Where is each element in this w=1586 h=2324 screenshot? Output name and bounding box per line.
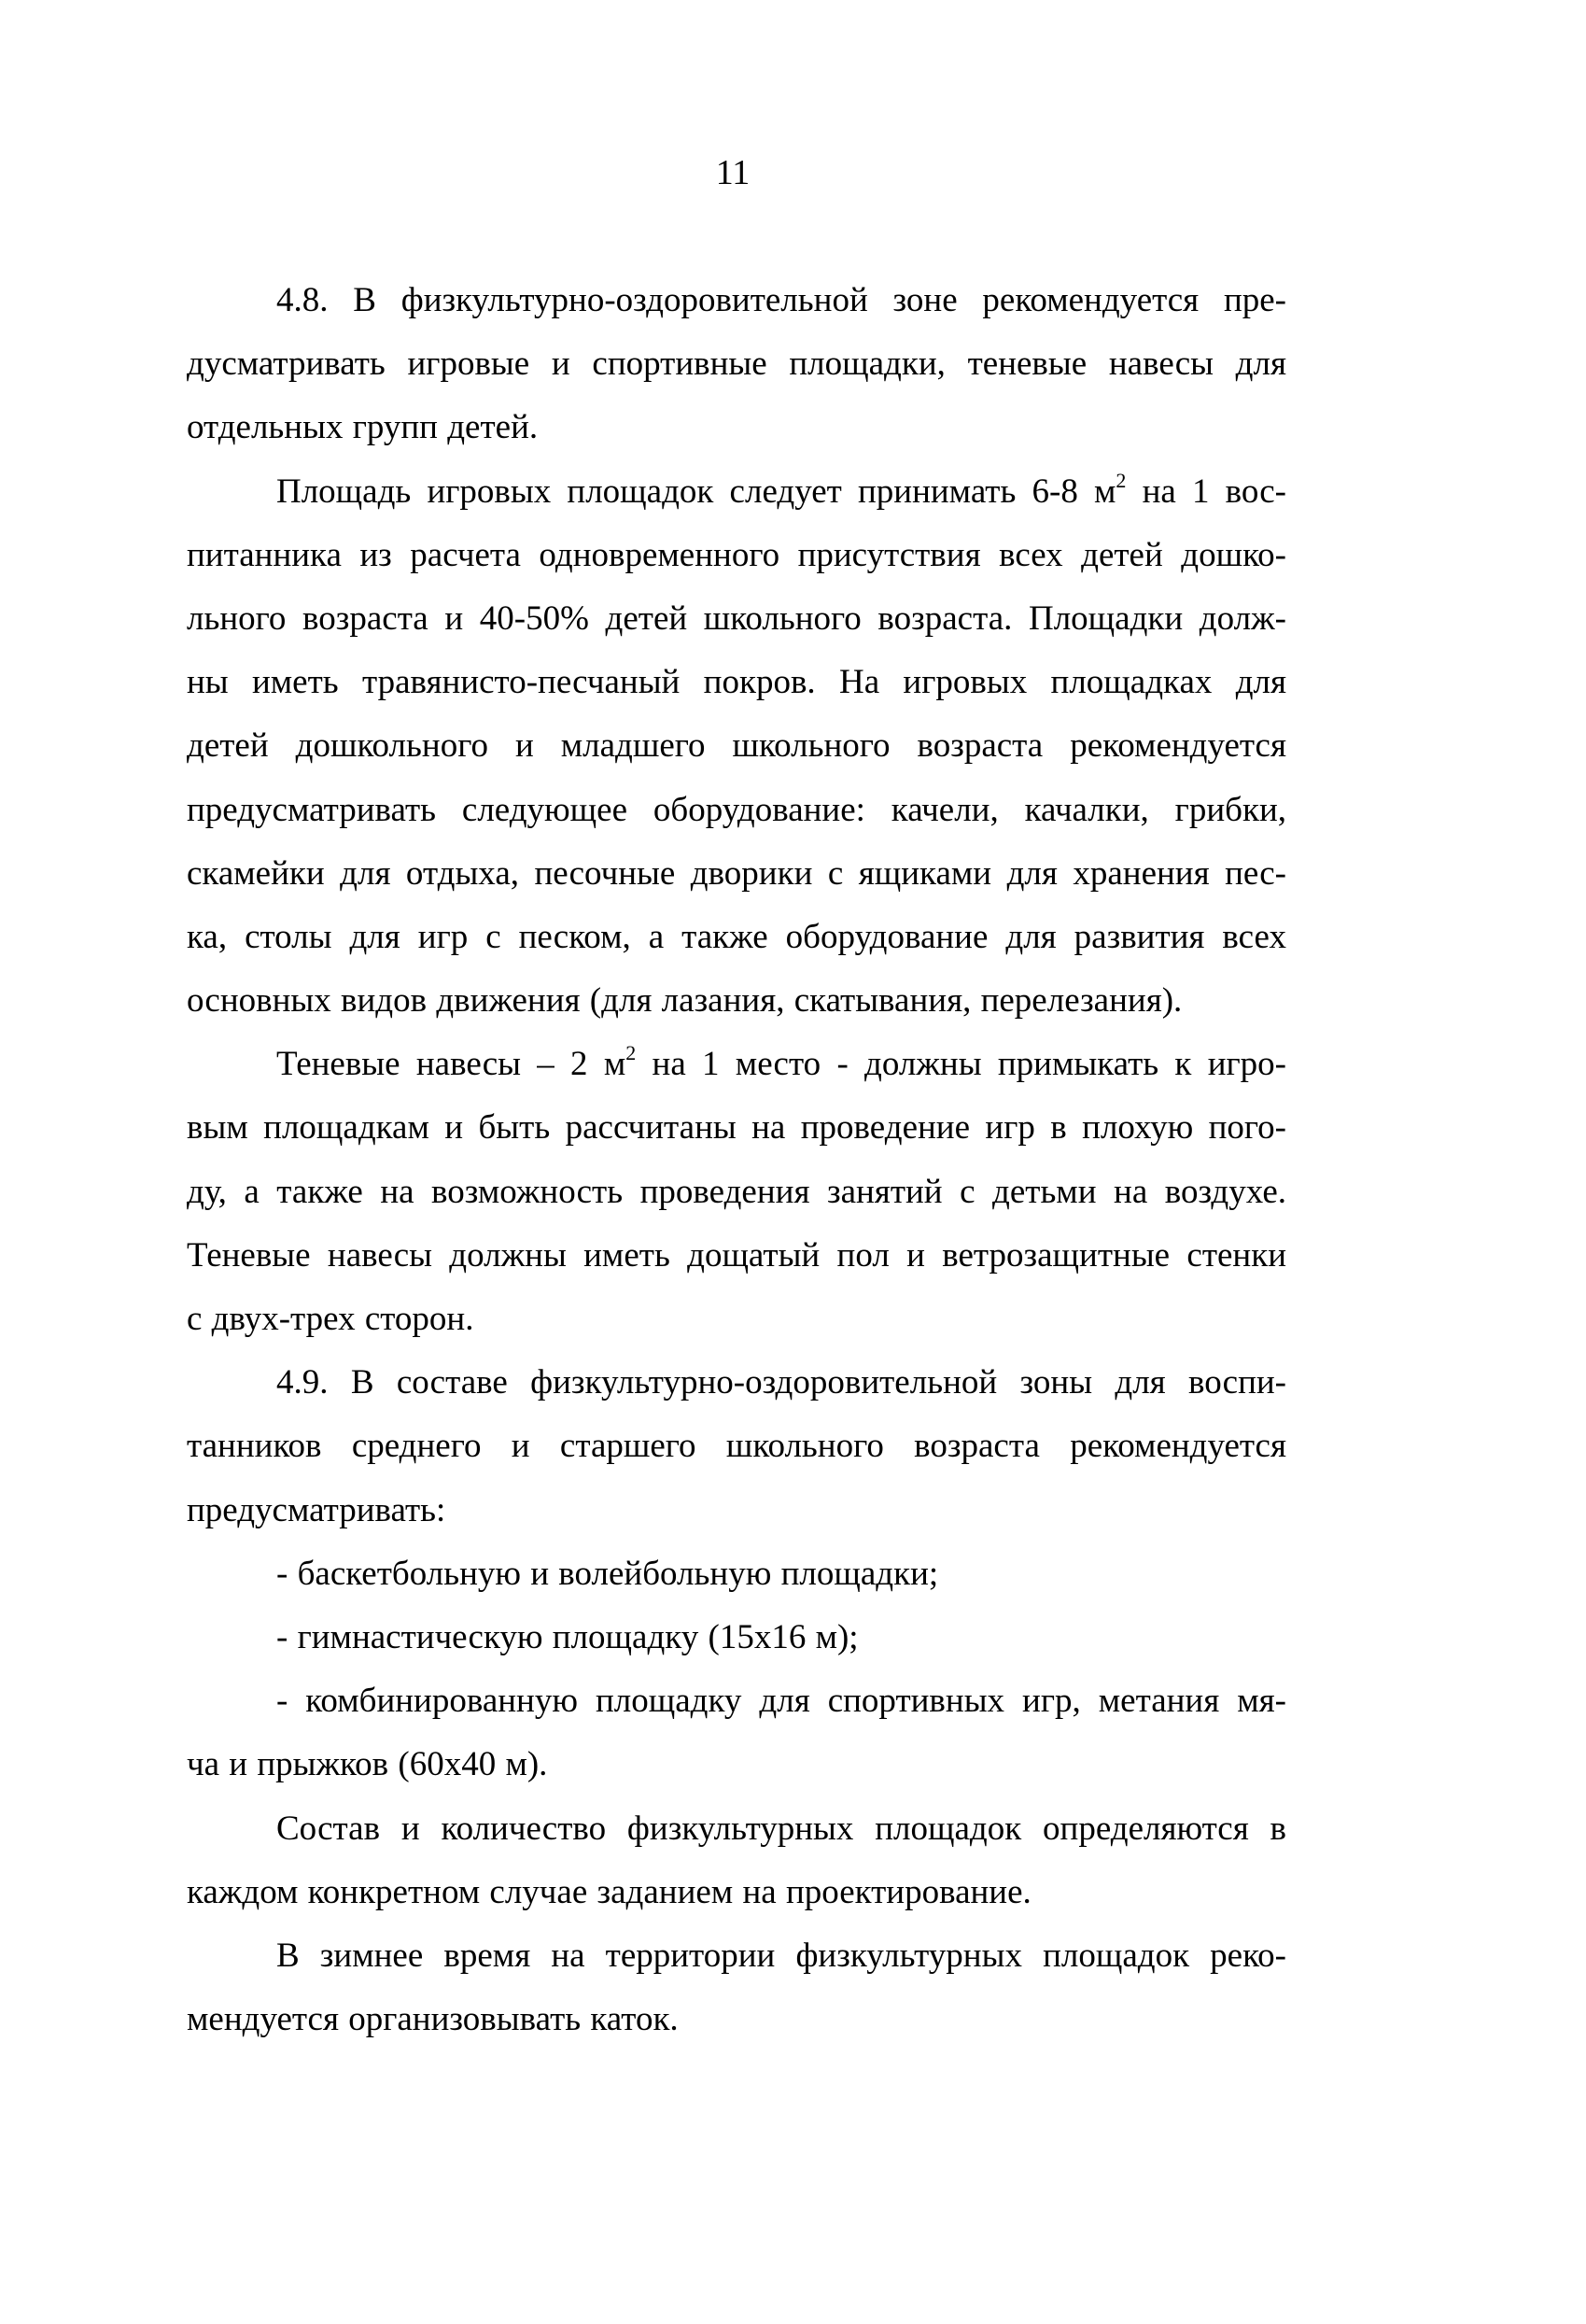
text-line: льного возраста и 40-50% детей школьного возраста. Площадки долж-	[187, 599, 1286, 638]
text-line: 4.9. В составе физкультурно-оздоровительной зоны для воспи-	[276, 1363, 1286, 1402]
text-line: скамейки для отдыха, песочные дворики с ящиками для хранения пес-	[187, 853, 1286, 893]
text-line	[187, 1033, 1286, 1096]
text-line	[187, 460, 1286, 524]
text-fragment: на 1 вос-	[1126, 472, 1286, 511]
text-line: ду, а также на возможность проведения занятий с детьми на воздухе.	[187, 1172, 1286, 1211]
text-line: танников среднего и старшего школьного возраста рекомендуется	[187, 1427, 1286, 1466]
text-fragment: на 1 место - должны примыкать к игро-	[636, 1045, 1286, 1084]
text-line: В зимнее время на территории физкультурных площадок реко-	[276, 1936, 1286, 1975]
body-text	[187, 269, 1286, 2051]
text-line: дусматривать игровые и спортивные площадки, теневые навесы для	[187, 345, 1286, 384]
text-line: вым площадкам и быть рассчитаны на проведение игр в плохую пого-	[187, 1108, 1286, 1148]
page-number: 11	[715, 153, 751, 192]
text-line: питанника из расчета одновременного присутствия всех детей дошко-	[187, 535, 1286, 574]
text-fragment: Теневые навесы – 2 м	[276, 1045, 626, 1084]
text-line: Состав и количество физкультурных площадок определяются в	[276, 1809, 1286, 1848]
text-line: отдельных групп детей.	[187, 408, 539, 447]
list-item: - комбинированную площадку для спортивных игр, метания мя-	[276, 1682, 1286, 1721]
text-line: ка, столы для игр с песком, а также оборудование для развития всех	[187, 917, 1286, 956]
text-fragment: Площадь игровых площадок следует принимать 6-8 м	[276, 472, 1116, 511]
text-line: основных видов движения (для лазания, скатывания, перелезания).	[187, 981, 1183, 1021]
list-item: - гимнастическую площадку (15х16 м);	[276, 1617, 859, 1656]
list-item: - баскетбольную и волейбольную площадки;	[276, 1554, 939, 1593]
list-item-continuation: ча и прыжков (60х40 м).	[187, 1745, 548, 1784]
text-line: Теневые навесы должны иметь дощатый пол и ветрозащитные стенки	[187, 1235, 1286, 1275]
text-line: мендуется организовывать каток.	[187, 2000, 679, 2039]
text-line: 4.8. В физкультурно-оздоровительной зоне рекомендуется пре-	[276, 281, 1286, 319]
text-line: предусматривать:	[187, 1490, 446, 1529]
text-line: детей дошкольного и младшего школьного возраста рекомендуется	[187, 726, 1286, 766]
text-line: ны иметь травянисто-песчаный покров. На игровых площадках для	[187, 663, 1286, 702]
text-line: с двух-трех сторон.	[187, 1300, 474, 1338]
text-line: предусматривать следующее оборудование: качели, качалки, грибки,	[187, 790, 1286, 829]
superscript: 2	[1116, 468, 1127, 492]
text-line: каждом конкретном случае заданием на проектирование.	[187, 1872, 1032, 1911]
superscript: 2	[625, 1041, 637, 1065]
